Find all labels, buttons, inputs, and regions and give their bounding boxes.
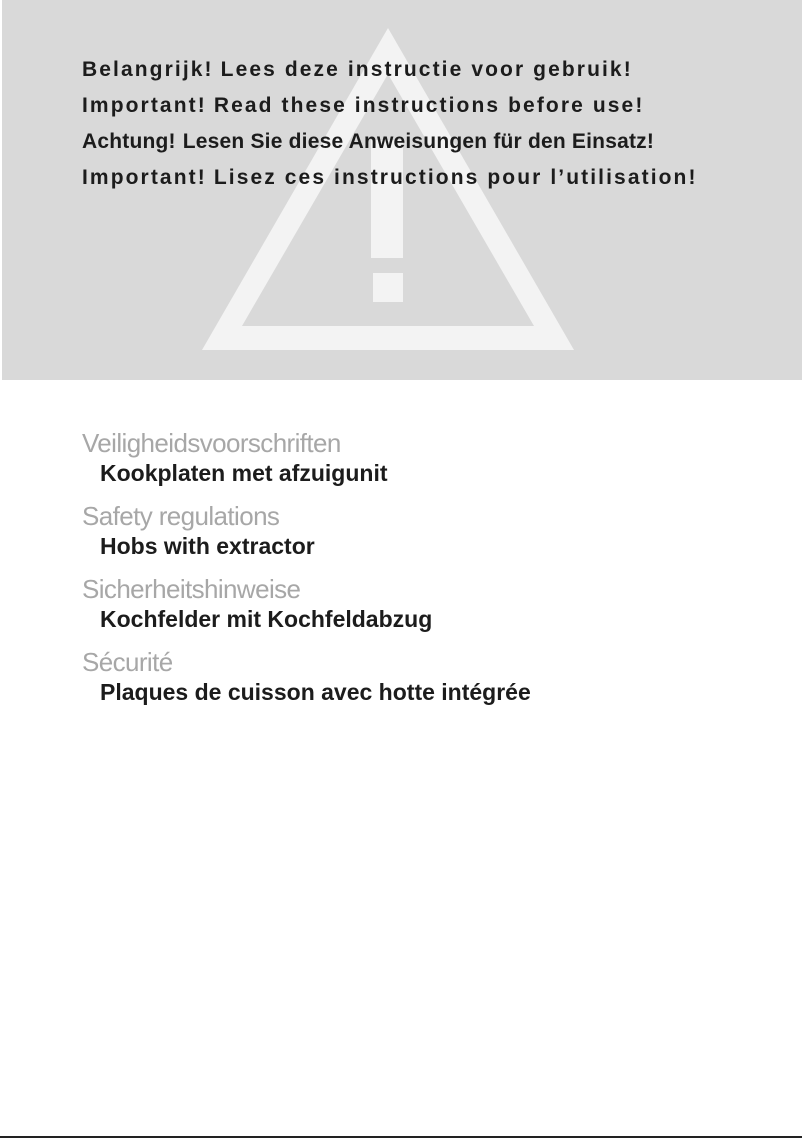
subtitle-en: Hobs with extractor: [100, 533, 315, 559]
title-de: Sicherheitshinweise: [82, 574, 301, 604]
warning-text-fr: Lisez ces instructions pour l’utilisation!: [213, 166, 698, 189]
warning-line-fr: [82, 160, 698, 196]
warning-lines: [82, 52, 698, 196]
title-block-en: [82, 501, 531, 574]
warning-banner: [2, 0, 802, 380]
warning-line-en: [82, 88, 698, 124]
subtitle-nl: Kookplaten met afzuigunit: [100, 460, 388, 486]
warning-line-nl: [82, 52, 698, 88]
document-titles: [82, 428, 531, 720]
title-block-de: [82, 574, 531, 647]
warning-lead-fr: Important!: [82, 166, 207, 189]
warning-lead-de: Achtung!: [82, 130, 176, 153]
subtitle-de: Kochfelder mit Kochfeldabzug: [100, 606, 433, 632]
title-block-nl: [82, 428, 531, 501]
warning-line-de: [82, 124, 698, 160]
warning-lead-en: Important!: [82, 94, 207, 117]
title-nl: Veiligheidsvoorschriften: [82, 428, 341, 458]
exclamation-dot: [373, 273, 403, 302]
title-en: Safety regulations: [82, 501, 280, 531]
warning-lead-nl: Belangrijk!: [82, 58, 214, 81]
title-fr: Sécurité: [82, 647, 173, 677]
warning-text-de: Lesen Sie diese Anweisungen für den Einsatz!: [182, 130, 655, 153]
subtitle-fr: Plaques de cuisson avec hotte intégrée: [100, 679, 531, 705]
title-block-fr: [82, 647, 531, 720]
warning-text-nl: Lees deze instructie voor gebruik!: [220, 58, 633, 81]
warning-text-en: Read these instructions before use!: [213, 94, 645, 117]
